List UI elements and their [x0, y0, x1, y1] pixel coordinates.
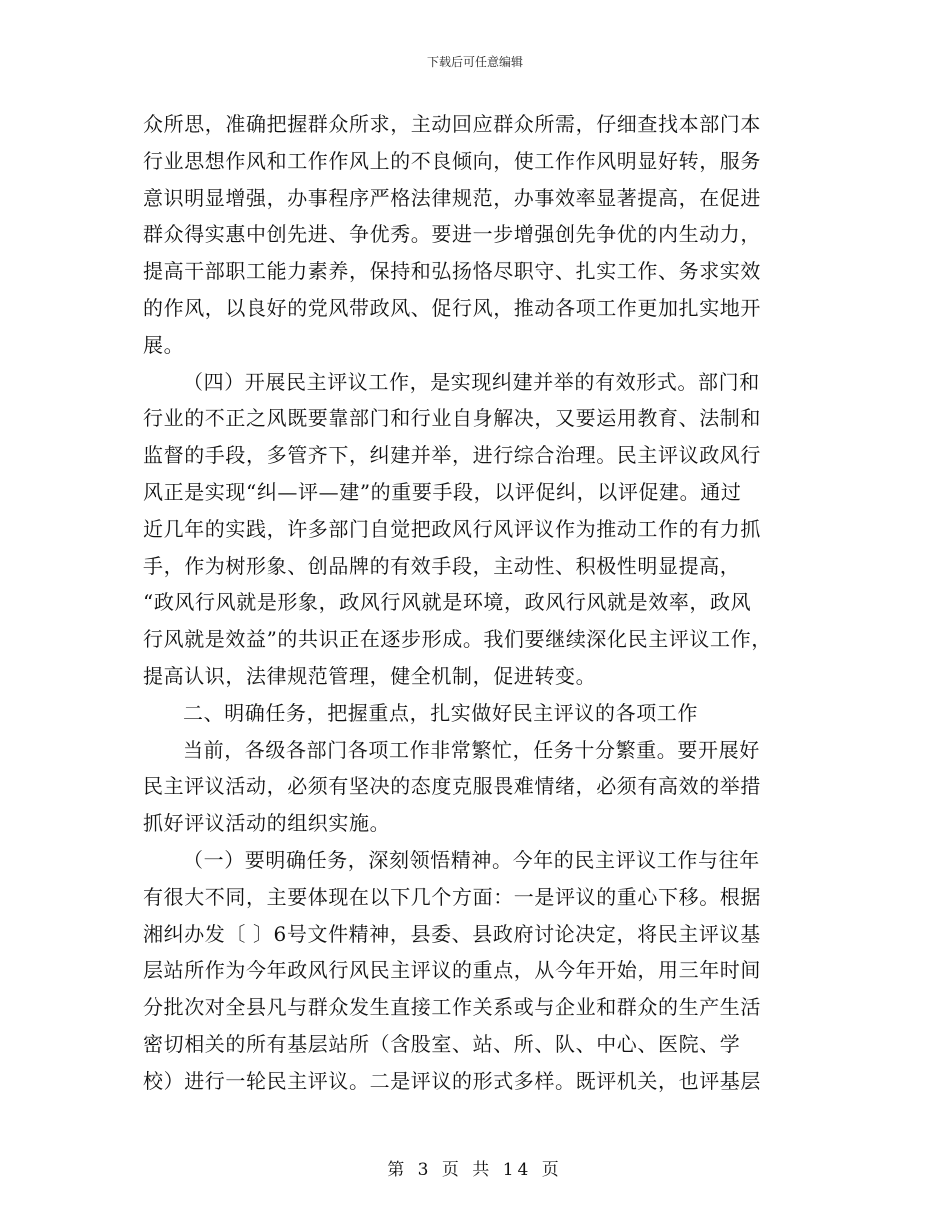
text-line: 众所思，准确把握群众所求，主动回应群众所需，仔细查找本部门本	[143, 112, 761, 136]
text-line: 分批次对全县凡与群众发生直接工作关系或与企业和群众的生产生活	[143, 995, 761, 1020]
text-line: 行风就是效益”的共识正在逐步形成。我们要继续深化民主评议工作，	[143, 627, 772, 652]
text-line: 手，作为树形象、创品牌的有效手段，主动性、积极性明显提高，	[143, 553, 741, 578]
text-line: 民主评议活动，必须有坚决的态度克服畏难情绪，必须有高效的举措	[143, 774, 761, 799]
paragraph-start-line: 当前，各级各部门各项工作非常繁忙，任务十分繁重。要开展好	[183, 737, 760, 762]
paragraph-start-line: （一）要明确任务，深刻领悟精神。今年的民主评议工作与往年	[183, 847, 760, 872]
text-line: 层站所作为今年政风行风民主评议的重点，从今年开始，用三年时间	[143, 958, 761, 983]
text-line: 的作风，以良好的党风带政风、促行风，推动各项工作更加扎实地开	[143, 295, 761, 320]
text-line: 提高认识，法律规范管理，健全机制，促进转变。	[143, 663, 597, 688]
text-line: 密切相关的所有基层站所（含股室、站、所、队、中心、医院、学	[143, 1031, 741, 1056]
document-body	[143, 106, 808, 1100]
text-line: 行业思想作风和工作作风上的不良倾向，使工作作风明显好转，服务	[143, 148, 761, 173]
text-line: 群众得实惠中创先进、争优秀。要进一步增强创先争优的内生动力，	[143, 222, 761, 247]
paragraph-start-line: （四）开展民主评议工作，是实现纠建并举的有效形式。部门和	[183, 369, 760, 394]
text-line: 有很大不同，主要体现在以下几个方面：一是评议的重心下移。根据	[143, 884, 761, 909]
text-line: 校）进行一轮民主评议。二是评议的形式多样。既评机关，也评基层	[143, 1068, 761, 1093]
section-heading: 二、明确任务，把握重点，扎实做好民主评议的各项工作	[183, 700, 698, 725]
text-line: “政风行风就是形象，政风行风就是环境，政风行风就是效率，政风	[143, 590, 752, 615]
text-line: 湘纠办发〔 〕6号文件精神，县委、县政府讨论决定，将民主评议基	[143, 921, 761, 946]
text-line: 提高干部职工能力素养，保持和弘扬恪尽职守、扎实工作、务求实效	[143, 259, 761, 284]
text-line: 近几年的实践，许多部门自觉把政风行风评议作为推动工作的有力抓	[143, 516, 761, 541]
text-line: 意识明显增强，办事程序严格法律规范，办事效率显著提高，在促进	[143, 185, 761, 210]
text-line: 抓好评议活动的组织实施。	[143, 811, 391, 836]
text-line: 风正是实现“纠—评—建”的重要手段，以评促纠，以评促建。通过	[143, 479, 742, 504]
page-header: 下载后可任意编辑	[426, 55, 523, 69]
text-line: 监督的手段，多管齐下，纠建并举，进行综合治理。民主评议政风行	[143, 443, 761, 468]
text-line: 展。	[143, 332, 185, 357]
page-footer: 第 3 页 共 14 页	[387, 1160, 563, 1180]
text-line: 行业的不正之风既要靠部门和行业自身解决，又要运用教育、法制和	[143, 406, 761, 431]
